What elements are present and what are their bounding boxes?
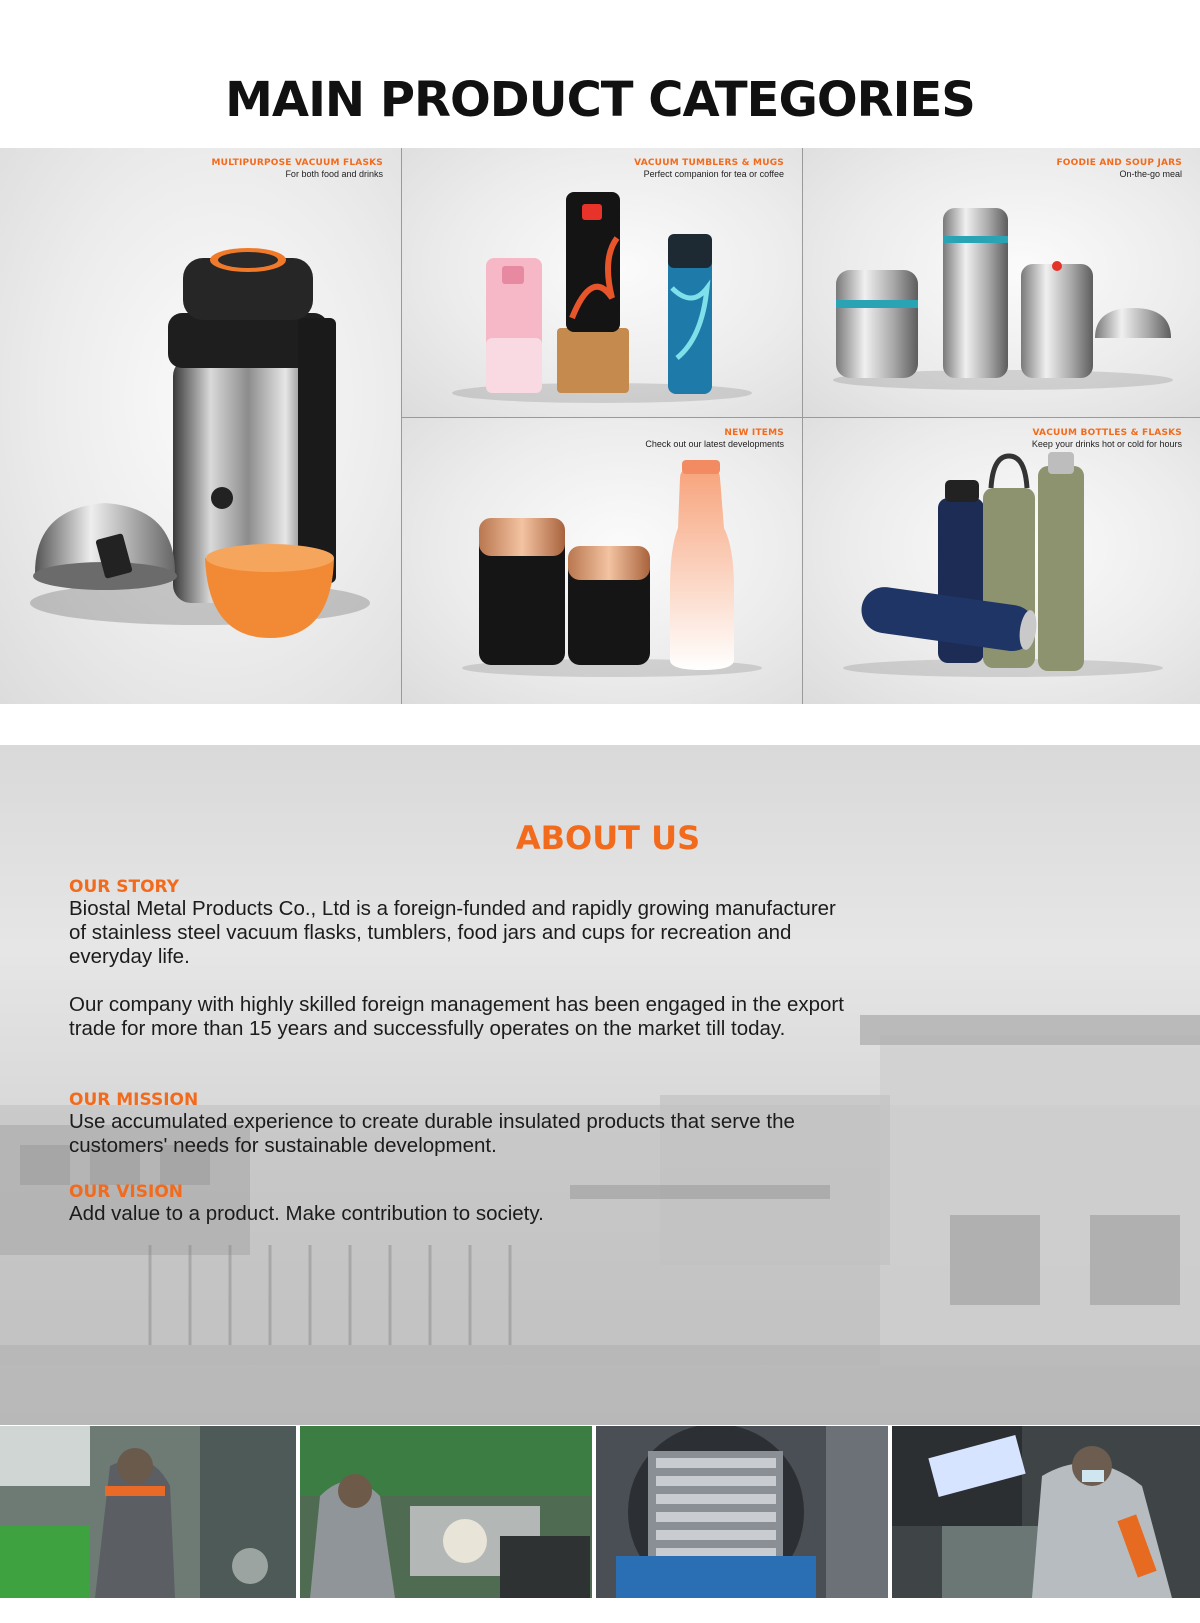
vision-title: OUR VISION: [69, 1182, 183, 1202]
category-title: MULTIPURPOSE VACUUM FLASKS: [211, 158, 383, 168]
bottles-image: [803, 418, 1200, 704]
product-categories-grid: [0, 148, 1200, 704]
category-title: FOODIE AND SOUP JARS: [1056, 158, 1182, 168]
category-subtitle: On-the-go meal: [1119, 169, 1182, 179]
category-subtitle: Perfect companion for tea or coffee: [643, 169, 784, 179]
mission-text: Use accumulated experience to create durable insulated products that serve the customers' needs for sustainable development.: [69, 1110, 795, 1157]
food-jars-image: [803, 148, 1200, 417]
factory-photo-polishing: [892, 1426, 1200, 1598]
category-subtitle: Check out our latest developments: [645, 439, 784, 449]
category-tile-new-items[interactable]: [402, 418, 802, 704]
our-vision: [69, 1182, 849, 1226]
factory-photo-vacuum-furnace: [596, 1426, 888, 1598]
story-paragraph-1: Biostal Metal Products Co., Ltd is a foreign-funded and rapidly growing manufacturer of stainless steel vacuum flasks, tumblers, food jars and cups for recreation and everyday life.: [69, 897, 836, 968]
page-title: MAIN PRODUCT CATEGORIES: [225, 72, 975, 128]
tumblers-image: [402, 148, 802, 417]
vision-text: Add value to a product. Make contribution to society.: [69, 1202, 544, 1225]
grid-divider: [402, 417, 1200, 418]
category-title: VACUUM TUMBLERS & MUGS: [634, 158, 784, 168]
factory-photo-strip: [0, 1426, 1200, 1598]
category-title: VACUUM BOTTLES & FLASKS: [1032, 428, 1182, 438]
category-tile-tumblers-mugs[interactable]: [402, 148, 802, 417]
story-title: OUR STORY: [69, 877, 180, 897]
our-mission: [69, 1090, 849, 1158]
factory-photo-lathe: [300, 1426, 592, 1598]
grid-divider: [802, 148, 803, 704]
category-tile-multipurpose-flasks[interactable]: [0, 148, 401, 704]
category-tile-food-jars[interactable]: [803, 148, 1200, 417]
grid-divider: [401, 148, 402, 704]
category-tile-bottles-flasks[interactable]: [803, 418, 1200, 704]
about-title: ABOUT US: [515, 819, 701, 857]
about-section: [0, 745, 1200, 1425]
our-story: [69, 877, 849, 1041]
category-title: NEW ITEMS: [724, 428, 784, 438]
story-paragraph-2: Our company with highly skilled foreign management has been engaged in the export trade for more than 15 years and successfully operates on the market till today.: [69, 993, 844, 1040]
vacuum-flask-image: [0, 148, 401, 704]
new-items-image: [402, 418, 802, 704]
category-subtitle: For both food and drinks: [285, 169, 383, 179]
category-subtitle: Keep your drinks hot or cold for hours: [1031, 439, 1182, 449]
mission-title: OUR MISSION: [69, 1090, 199, 1110]
factory-photo-worker-machines: [0, 1426, 296, 1598]
